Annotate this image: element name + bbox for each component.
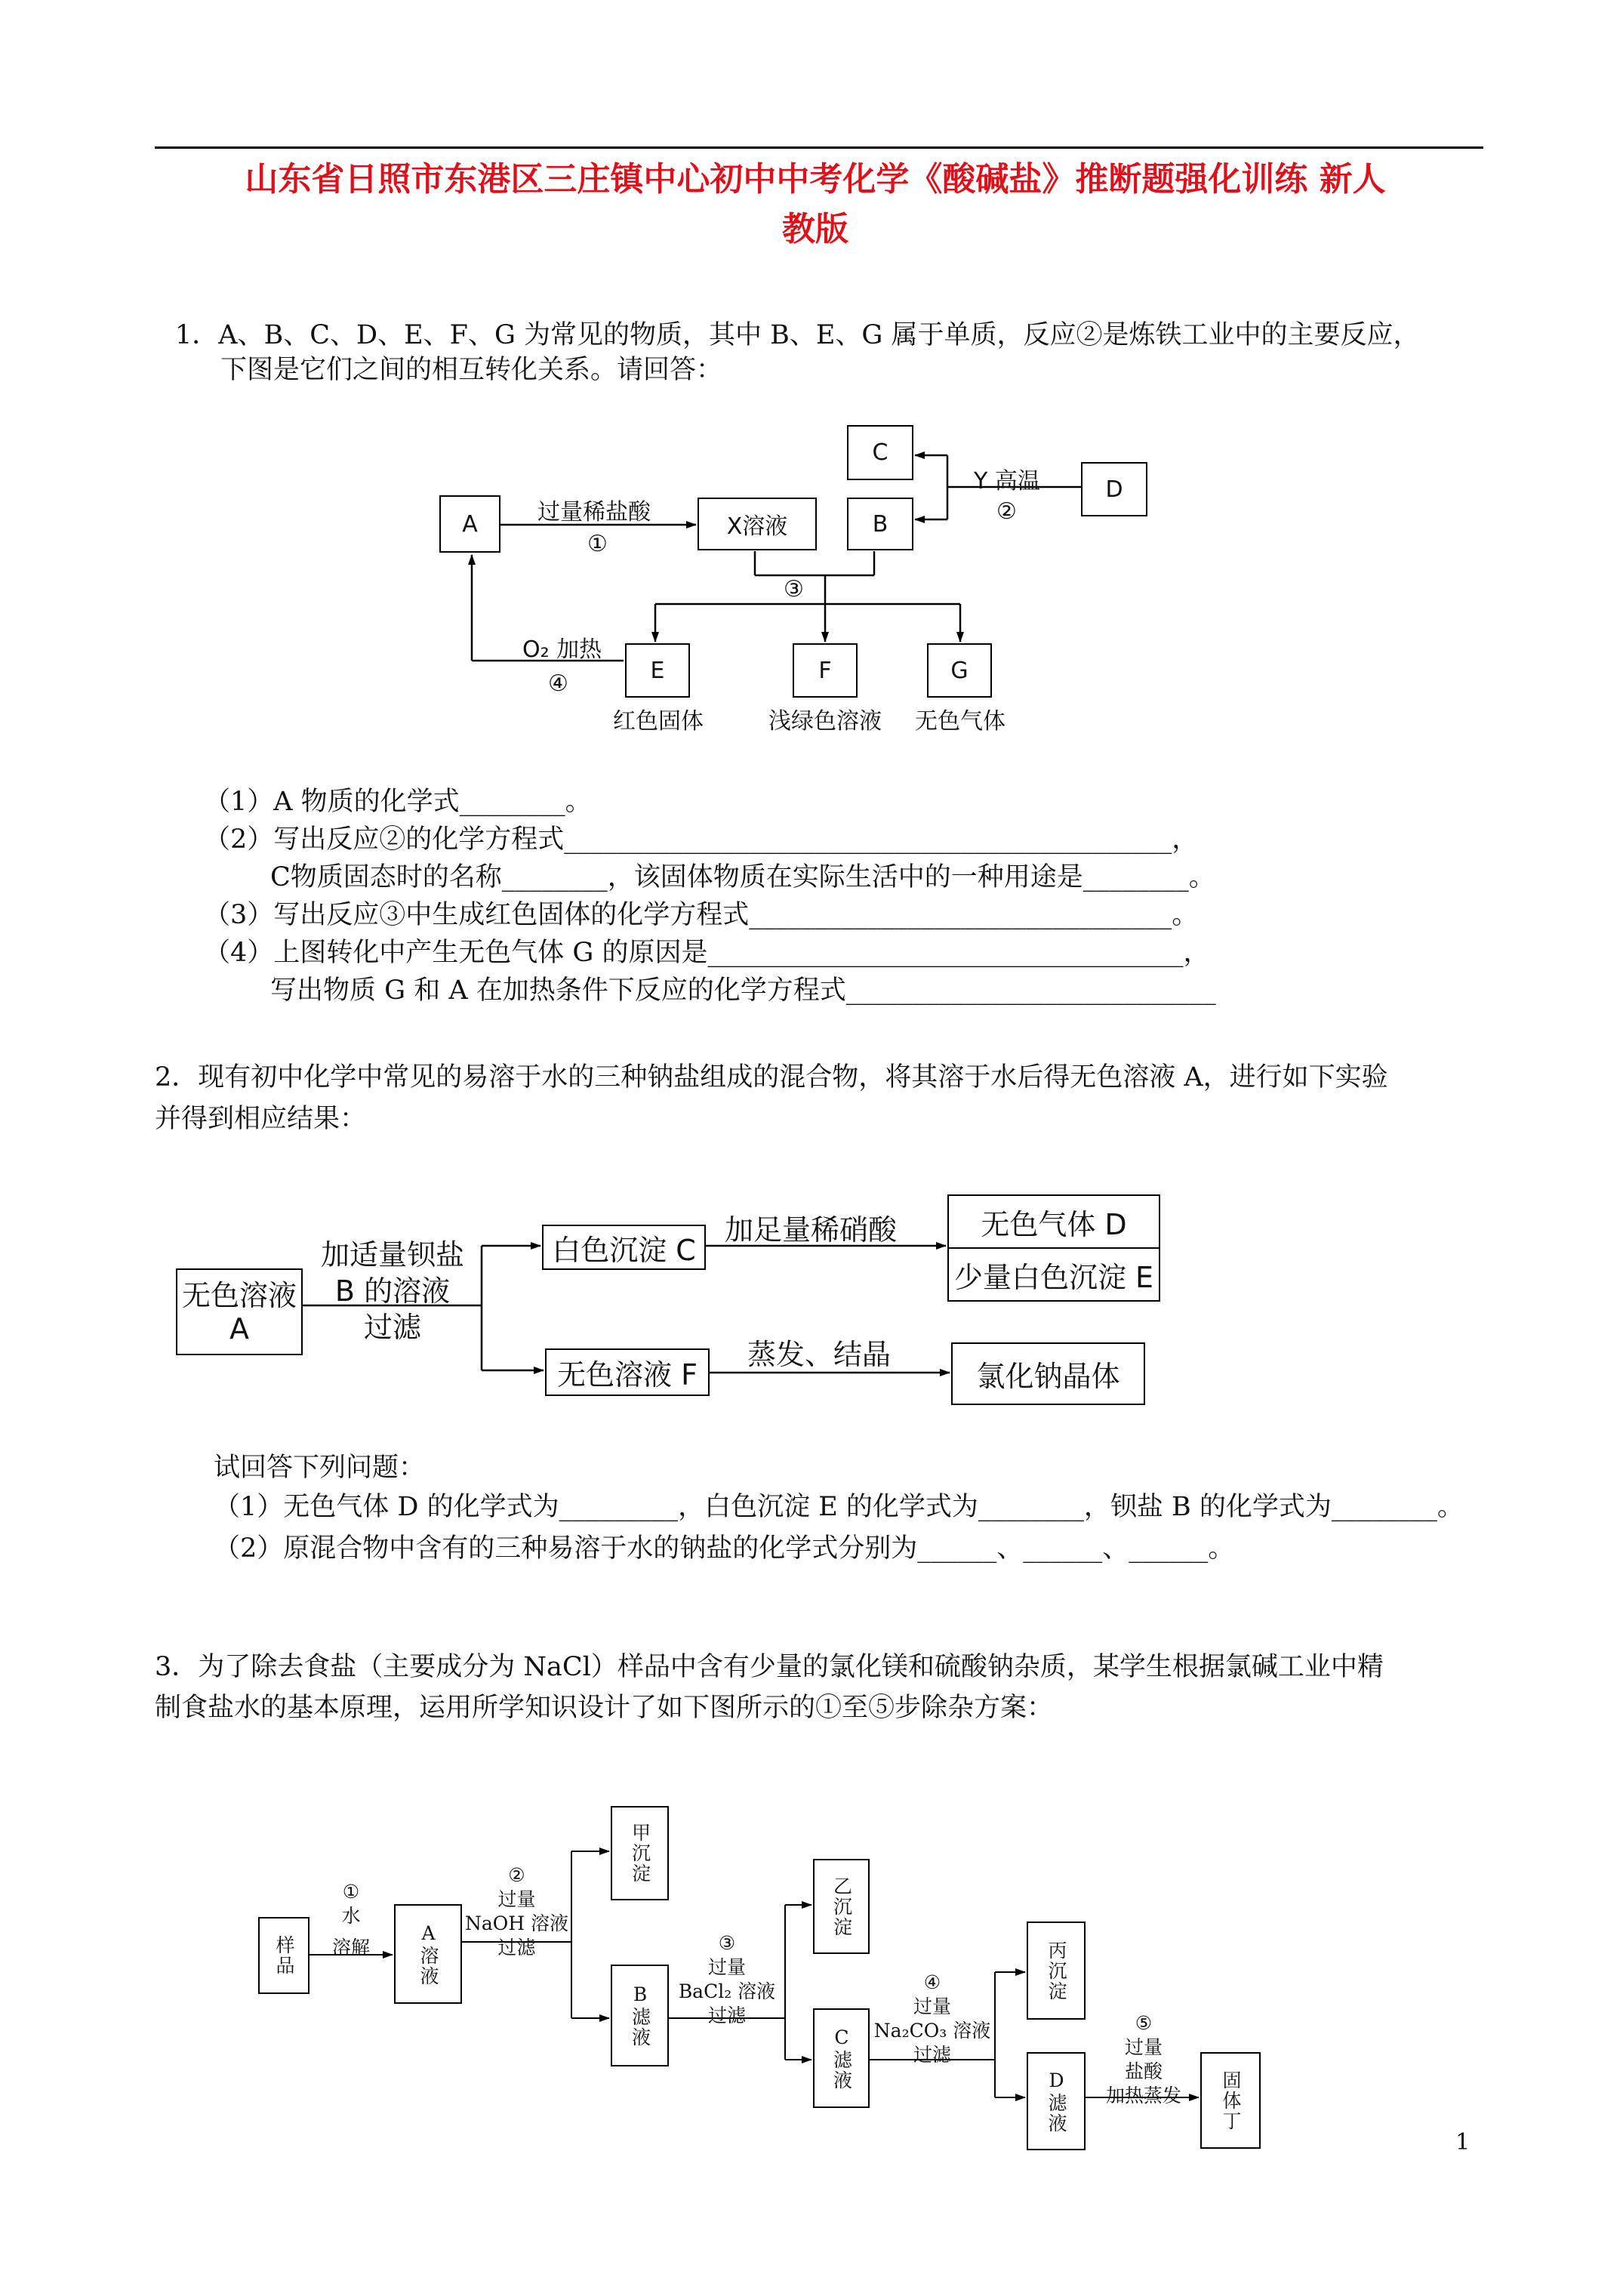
q1-label-o2: O₂ 加热 bbox=[522, 636, 602, 663]
q3-step-2 bbox=[462, 1863, 571, 1960]
q3-step-3-action: 过滤 bbox=[707, 2005, 746, 2026]
q2-box-c: 白色沉淀 C bbox=[542, 1225, 706, 1270]
q1-box-d: D bbox=[1081, 462, 1147, 516]
q1-sub-2a: （2）写出反应②的化学方程式______________________________________________， bbox=[204, 824, 1199, 855]
q1-sub-4b: 写出物质 G 和 A 在加热条件下反应的化学方程式____________________________ bbox=[270, 975, 1216, 1006]
q2-intro: 试回答下列问题： bbox=[214, 1453, 426, 1483]
q3-box-d: D滤液 bbox=[1027, 2052, 1086, 2150]
q1-box-g: G bbox=[927, 643, 992, 698]
q3-step-1-number: ① bbox=[342, 1881, 360, 1903]
q3-step-5-number: ⑤ bbox=[1135, 2012, 1153, 2034]
page-number: 1 bbox=[1455, 2129, 1471, 2156]
q3-step-4-action: 过滤 bbox=[913, 2044, 951, 2066]
q3-step-4-reagent: Na₂CO₃ 溶液 bbox=[873, 2020, 991, 2042]
q3-step-5 bbox=[1087, 2011, 1200, 2108]
q3-step-3-number: ③ bbox=[718, 1932, 736, 1954]
q1-sub-2b: C物质固态时的名称________，该固体物质在实际生活中的一种用途是________。 bbox=[270, 862, 1215, 892]
q3-step-2-amount: 过量 bbox=[497, 1888, 536, 1910]
q1-caption-g: 无色气体 bbox=[915, 708, 1006, 735]
q3-stem-line-2: 制食盐水的基本原理，运用所学知识设计了如下图所示的①至⑤步除杂方案： bbox=[155, 1693, 1054, 1723]
q1-box-f: F bbox=[793, 643, 858, 698]
q3-step-2-number: ② bbox=[508, 1864, 525, 1886]
q3-step-5-reagent: 盐酸 bbox=[1124, 2060, 1163, 2082]
q3-box-bing: 丙沉淀 bbox=[1027, 1922, 1086, 2020]
q3-step-3 bbox=[669, 1931, 785, 2028]
q3-box-yi: 乙沉淀 bbox=[813, 1859, 870, 1954]
q1-label-3: ③ bbox=[784, 576, 804, 603]
q2-label-reagent-line-2: B 的溶液 bbox=[334, 1274, 451, 1308]
q2-label-hno3: 加足量稀硝酸 bbox=[725, 1213, 898, 1247]
q2-box-a-line-2: A bbox=[229, 1311, 249, 1345]
q1-box-x: X溶液 bbox=[698, 498, 817, 550]
q3-step-2-action: 过滤 bbox=[497, 1937, 536, 1959]
q3-box-c: C滤液 bbox=[813, 2008, 870, 2108]
q1-box-e: E bbox=[625, 643, 690, 698]
q2-label-reagent-line-3: 过滤 bbox=[363, 1311, 421, 1344]
q2-box-d: 无色气体 D bbox=[947, 1194, 1160, 1250]
q1-label-2: ② bbox=[996, 498, 1017, 525]
q3-box-jia: 甲沉淀 bbox=[611, 1806, 669, 1900]
q1-label-1: ① bbox=[587, 531, 608, 557]
q3-stem-line-1: 3．为了除去食盐（主要成分为 NaCl）样品中含有少量的氯化镁和硫酸钠杂质，某学生根据氯碱工业中精 bbox=[155, 1652, 1384, 1682]
q3-box-ding: 固体丁 bbox=[1200, 2052, 1261, 2149]
q1-sub-3: （3）写出反应③中生成红色固体的化学方程式________________________________。 bbox=[204, 900, 1199, 930]
q1-caption-f: 浅绿色溶液 bbox=[768, 708, 882, 735]
q1-sub-1: （1）A 物质的化学式________。 bbox=[204, 787, 592, 817]
q3-step-4 bbox=[870, 1971, 995, 2067]
q3-step-1 bbox=[317, 1880, 385, 1960]
q2-box-a-line-1: 无色溶液 bbox=[181, 1278, 297, 1312]
q1-label-y: Y 高温 bbox=[974, 468, 1040, 495]
q1-label-acid: 过量稀盐酸 bbox=[537, 499, 651, 525]
q2-stem-line-2: 并得到相应结果： bbox=[155, 1104, 367, 1134]
q3-box-a: A溶液 bbox=[394, 1904, 462, 2004]
q2-label-reagent-line-1: 加适量钡盐 bbox=[320, 1238, 464, 1271]
q3-step-3-amount: 过量 bbox=[707, 1956, 746, 1978]
q3-box-sample: 样品 bbox=[258, 1917, 310, 1994]
q3-step-3-reagent: BaCl₂ 溶液 bbox=[678, 1980, 776, 2002]
q1-stem-line-2: 下图是它们之间的相互转化关系。请回答： bbox=[220, 355, 723, 385]
q1-label-4: ④ bbox=[548, 670, 568, 697]
q1-caption-e: 红色固体 bbox=[613, 708, 704, 735]
q3-step-5-amount: 过量 bbox=[1124, 2036, 1163, 2058]
q1-box-a: A bbox=[439, 495, 500, 553]
q3-step-2-reagent: NaOH 溶液 bbox=[464, 1912, 569, 1934]
q1-stem-line-1: 1．A、B、C、D、E、F、G 为常见的物质，其中 B、E、G 属于单质，反应②是炼铁工业中的主要反应， bbox=[175, 320, 1420, 350]
q3-step-1-reagent: 水 bbox=[341, 1905, 361, 1927]
q1-sub-4a: （4）上图转化中产生无色气体 G 的原因是____________________________________， bbox=[204, 938, 1210, 968]
q2-sub-2: （2）原混合物中含有的三种易溶于水的钠盐的化学式分别为______、______、______。 bbox=[214, 1533, 1235, 1564]
q2-label-evap: 蒸发、结晶 bbox=[747, 1338, 892, 1371]
q2-box-f: 无色溶液 F bbox=[545, 1348, 710, 1396]
q2-box-nacl: 氯化钠晶体 bbox=[951, 1342, 1145, 1405]
q1-box-b: B bbox=[847, 498, 913, 550]
q2-stem-line-1: 2．现有初中化学中常见的易溶于水的三种钠盐组成的混合物，将其溶于水后得无色溶液 A，进行如下实验 bbox=[155, 1062, 1388, 1093]
q2-box-e: 少量白色沉淀 E bbox=[947, 1247, 1160, 1302]
q3-step-5-action: 加热蒸发 bbox=[1105, 2085, 1181, 2106]
title-line-1: 山东省日照市东港区三庄镇中心初中中考化学《酸碱盐》推断题强化训练 新人 bbox=[245, 160, 1386, 199]
q3-step-4-amount: 过量 bbox=[913, 1996, 951, 2017]
title-line-2: 教版 bbox=[782, 210, 848, 248]
q3-step-4-number: ④ bbox=[923, 1971, 941, 1993]
q1-box-c: C bbox=[847, 425, 913, 480]
q3-box-b: B滤液 bbox=[611, 1965, 669, 2066]
q2-sub-1: （1）无色气体 D 的化学式为_________，白色沉淀 E 的化学式为________，钡盐 B 的化学式为________。 bbox=[214, 1492, 1464, 1522]
q3-step-1-action: 溶解 bbox=[331, 1937, 370, 1959]
